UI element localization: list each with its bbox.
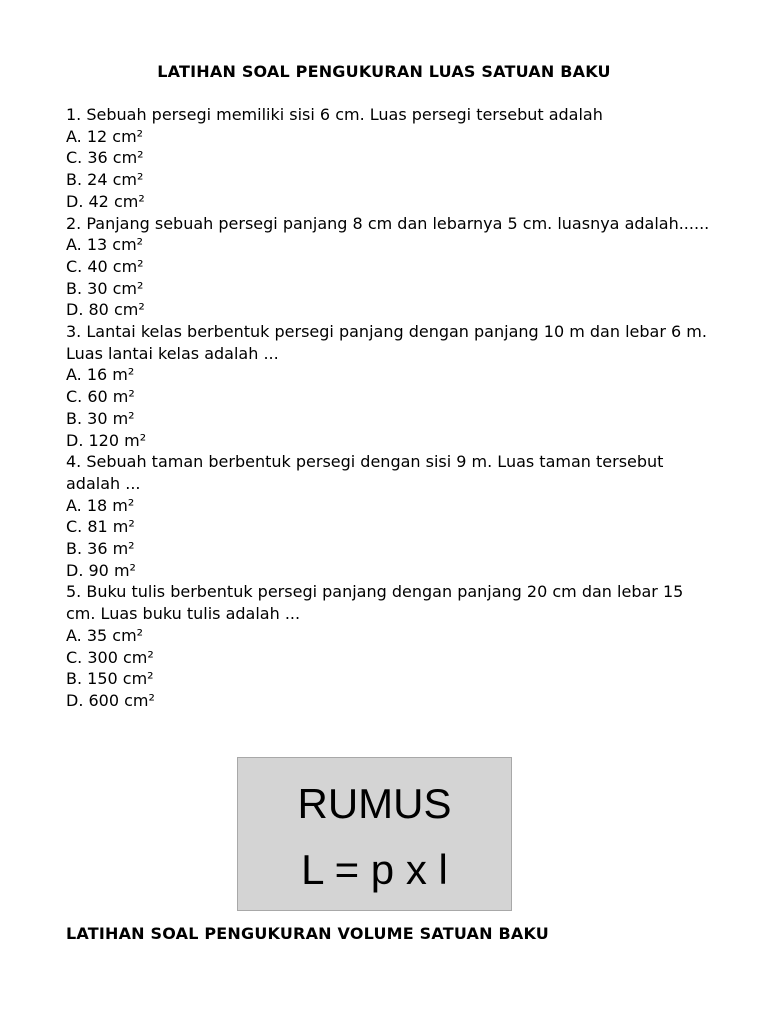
answer-option: C. 81 m² [66, 517, 135, 537]
answer-option: C. 60 m² [66, 387, 135, 407]
formula-expression: L = p x l [301, 846, 448, 893]
question-2 [66, 213, 716, 322]
answer-option: B. 36 m² [66, 539, 135, 559]
question-text: 2. Panjang sebuah persegi panjang 8 cm dan lebarnya 5 cm. luasnya adalah...... [66, 213, 710, 233]
answer-option: D. 80 cm² [66, 300, 145, 320]
formula-box [237, 757, 512, 911]
question-5 [66, 581, 716, 711]
answer-option: D. 600 cm² [66, 690, 155, 710]
answer-option: D. 120 m² [66, 430, 147, 450]
answer-option: B. 24 cm² [66, 170, 144, 190]
formula-heading: RUMUS [297, 780, 452, 827]
answer-option: A. 16 m² [66, 365, 135, 385]
answer-option: A. 12 cm² [66, 126, 144, 146]
question-list [66, 104, 716, 712]
next-section-title: LATIHAN SOAL PENGUKURAN VOLUME SATUAN BAKU [66, 924, 549, 943]
question-text: 3. Lantai kelas berbentuk persegi panjang dengan panjang 10 m dan lebar 6 m. Luas lantai kelas adalah ... [66, 322, 713, 363]
answer-option: C. 40 cm² [66, 256, 144, 276]
question-text: 5. Buku tulis berbentuk persegi panjang dengan panjang 20 cm dan lebar 15 cm. Luas buku tulis adalah ... [66, 582, 689, 624]
question-text: 1. Sebuah persegi memiliki sisi 6 cm. Luas persegi tersebut adalah [66, 105, 603, 124]
answer-option: A. 35 cm² [66, 625, 144, 645]
question-4 [66, 451, 716, 581]
answer-option: D. 90 m² [66, 560, 136, 580]
answer-option: A. 13 cm² [66, 235, 144, 255]
answer-option: D. 42 cm² [66, 191, 145, 211]
page-title: LATIHAN SOAL PENGUKURAN LUAS SATUAN BAKU [157, 62, 611, 81]
answer-option: C. 300 cm² [66, 647, 154, 667]
question-1 [66, 104, 716, 213]
answer-option: B. 30 cm² [66, 278, 144, 298]
question-text: 4. Sebuah taman berbentuk persegi dengan sisi 9 m. Luas taman tersebut adalah ... [66, 452, 669, 493]
question-3 [66, 321, 716, 451]
answer-option: B. 30 m² [66, 408, 135, 428]
answer-option: A. 18 m² [66, 495, 135, 515]
answer-option: C. 36 cm² [66, 148, 144, 168]
answer-option: B. 150 cm² [66, 669, 154, 689]
